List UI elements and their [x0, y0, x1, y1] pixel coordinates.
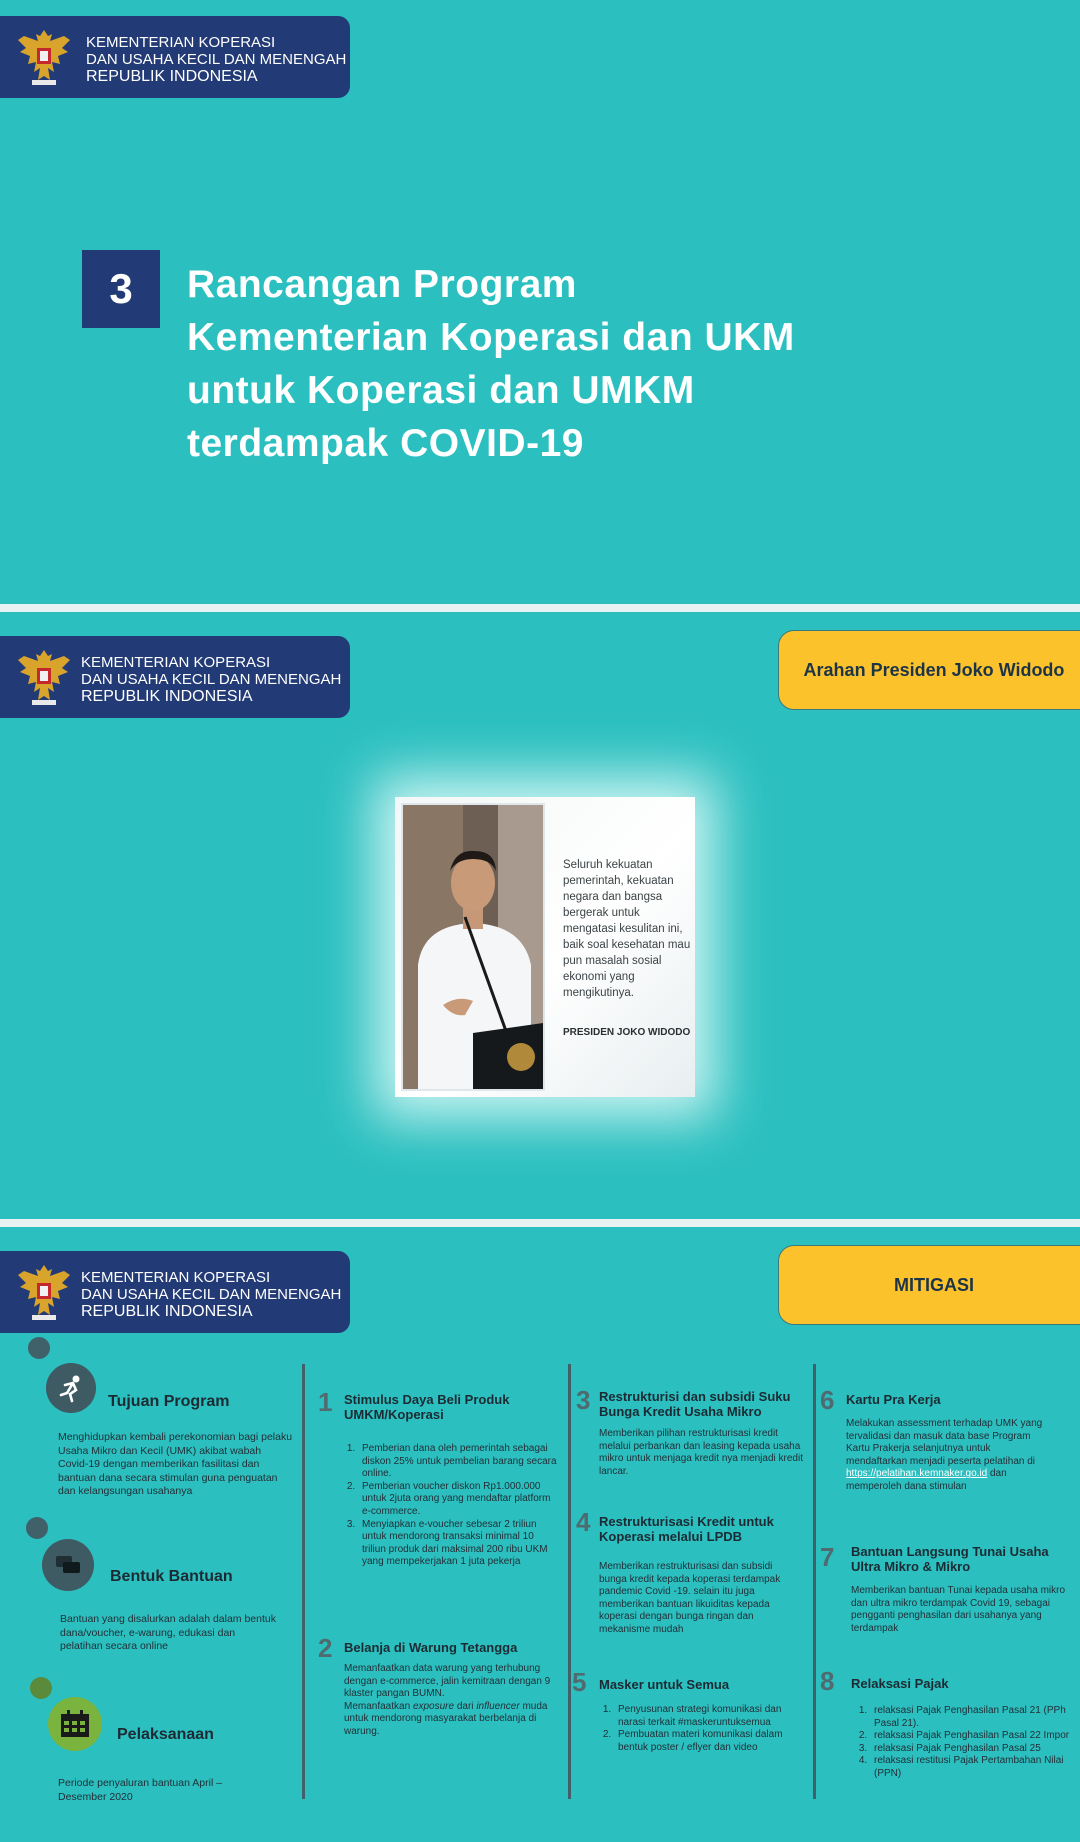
title-line: Rancangan Program [187, 263, 577, 306]
list-item: 1. Pemberian dana oleh pemerintah sebagai diskon 25% untuk pembelian barang secara online. [358, 1443, 560, 1481]
item-body: Memberikan restrukturisasi dan subsidi bunga kredit kepada koperasi terdampak pandemic Covid -19. selain itu juga memberikan bantuan likuiditas kepada koperasi dengan bunga ringan dan mekanisme mudah [599, 1561, 781, 1635]
item-title: Restrukturisi dan subsidi Suku Bunga Kredit Usaha Mikro [599, 1389, 791, 1419]
item-body: Memberikan pilihan restrukturisasi kredit melalui perbankan dan leasing kepada usaha mikro untuk menjaga kredit nya menjadi kredit lancar. [599, 1428, 803, 1477]
calendar-icon [48, 1697, 102, 1751]
garuda-emblem-icon [14, 646, 74, 708]
bubble-decoration [30, 1677, 52, 1699]
pelaksanaan-text: Periode penyaluran bantuan April – Desember 2020 [58, 1777, 223, 1803]
header-line-2: DAN USAHA KECIL DAN MENENGAH [86, 51, 347, 68]
list-item: 2. Pemberian voucher diskon Rp1.000.000 untuk 2juta orang yang mendaftar platform e-commerce. [358, 1481, 560, 1519]
running-person-icon [46, 1363, 96, 1413]
item-text: Melakukan assessment terhadap UMK yang tervalidasi dan masuk data base Program Kartu Prakerja selanjutnya untuk mendaftarkan menjadi peserta pelatihan di [846, 1418, 1043, 1467]
text-part: Memanfaatkan [344, 1700, 413, 1712]
slide-separator [0, 1219, 1080, 1227]
garuda-emblem-icon [14, 26, 74, 88]
quote-text: Seluruh kekuatan pemerintah, kekuatan negara dan bangsa bergerak untuk mengatasi kesulitan ini, baik soal kesehatan mau pun masalah sosial ekonomi yang mengikutinya. [563, 859, 691, 999]
slide-separator [0, 604, 1080, 612]
item-body [846, 1418, 1046, 1494]
title-line: terdampak COVID-19 [187, 422, 584, 465]
item-title: Kartu Pra Kerja [846, 1392, 941, 1407]
list-item: 4. relaksasi restitusi Pajak Pertambahan Nilai (PPN) [870, 1755, 1072, 1780]
item-title: Belanja di Warung Tetangga [344, 1640, 518, 1655]
list-item: 1. Penyusunan strategi komunikasi dan narasi terkait #maskeruntuksemua [614, 1704, 806, 1729]
item-number: 5 [572, 1667, 587, 1697]
item-list [852, 1705, 1072, 1781]
section-pill [778, 1245, 1080, 1325]
quote-card [395, 797, 695, 1097]
item-number: 1 [318, 1387, 333, 1417]
list-item: 3. relaksasi Pajak Penghasilan Pasal 25 [870, 1743, 1072, 1756]
item-title: Masker untuk Semua [599, 1677, 730, 1692]
chat-bubbles-icon [42, 1539, 94, 1591]
text-part: exposure [412, 1700, 455, 1712]
header-line-2: DAN USAHA KECIL DAN MENENGAH [81, 1286, 342, 1303]
text-part: influencer [476, 1700, 520, 1712]
item-text: dan memperoleh dana stimulan [846, 1468, 1007, 1492]
header-line-3: REPUBLIK INDONESIA [86, 68, 258, 85]
list-item: 3. Menyiapkan e-voucher sebesar 2 triliun untuk mendorong transaksi minimal 10 triliun produk dari maksimal 200 ribu UKM yang mempekerjakan 1 juta pekerja [358, 1519, 560, 1569]
column-divider [568, 1364, 571, 1799]
text-part: muda untuk mendorong masyarakat berbelanja di warung. [344, 1700, 548, 1737]
item-list [596, 1704, 806, 1754]
item-number: 7 [820, 1542, 835, 1572]
list-item: 1. relaksasi Pajak Penghasilan Pasal 21 (PPh Pasal 21). [870, 1705, 1072, 1730]
section-title [187, 258, 795, 470]
garuda-emblem-icon [14, 1261, 74, 1323]
item-body: Memberikan bantuan Tunai kepada usaha mikro dan ultra mikro terdampak Covid 19, sebagai pengganti penghasilan dari usahanya yang terdampak [851, 1585, 1066, 1634]
bentuk-text: Bantuan yang disalurkan adalah dalam bentuk dana/voucher, e-warung, edukasi dan pelatihan secara online [60, 1613, 276, 1652]
text-part: dari [454, 1700, 477, 1712]
section-pill [778, 630, 1080, 710]
item-text: Memanfaatkan data warung yang terhubung dengan e-commerce, jalin kemitraan dengan 9 klaster pangan BUMN. [344, 1663, 551, 1700]
item-number: 6 [820, 1385, 835, 1415]
header-line-1: KEMENTERIAN KOPERASI [86, 34, 276, 51]
president-photo [401, 803, 545, 1091]
ministry-header [0, 636, 350, 718]
item-title: Bantuan Langsung Tunai Usaha Ultra Mikro & Mikro [851, 1544, 1049, 1574]
pill-label: Arahan Presiden Joko Widodo [803, 659, 1065, 680]
quote-author: PRESIDEN JOKO WIDODO [563, 1027, 691, 1038]
ministry-header [0, 1251, 350, 1333]
item-body [344, 1663, 554, 1739]
item-number: 2 [318, 1633, 333, 1663]
title-line: Kementerian Koperasi dan UKM [187, 316, 795, 359]
slide-title [0, 0, 1080, 602]
item-title: Restrukturisasi Kredit untuk Koperasi melalui LPDB [599, 1514, 774, 1544]
header-line-1: KEMENTERIAN KOPERASI [81, 1269, 271, 1286]
header-line-2: DAN USAHA KECIL DAN MENENGAH [81, 671, 342, 688]
item-text-rich [344, 1701, 554, 1739]
item-number: 3 [576, 1385, 591, 1415]
kemnaker-link[interactable]: https://pelatihan.kemnaker.go.id [846, 1468, 988, 1480]
president-photo-illustration [403, 805, 543, 1089]
bentuk-title: Bentuk Bantuan [110, 1568, 233, 1585]
column-divider [813, 1364, 816, 1799]
ministry-header [0, 16, 350, 98]
header-line-3: REPUBLIK INDONESIA [81, 688, 253, 705]
title-line: untuk Koperasi dan UMKM [187, 369, 695, 412]
list-item: 2. Pembuatan materi komunikasi dalam bentuk poster / eflyer dan video [614, 1729, 806, 1754]
pill-label: MITIGASI [894, 1274, 974, 1295]
bubble-decoration [28, 1337, 50, 1359]
item-title: Stimulus Daya Beli Produk UMKM/Koperasi [344, 1392, 510, 1422]
bubble-decoration [26, 1517, 48, 1539]
pelaksanaan-title: Pelaksanaan [117, 1726, 214, 1743]
item-number: 4 [576, 1507, 591, 1537]
header-line-3: REPUBLIK INDONESIA [81, 1303, 253, 1320]
tujuan-title: Tujuan Program [108, 1393, 230, 1410]
header-line-1: KEMENTERIAN KOPERASI [81, 654, 271, 671]
item-number: 8 [820, 1666, 835, 1696]
item-title: Relaksasi Pajak [851, 1676, 949, 1691]
section-number: 3 [82, 250, 160, 328]
tujuan-text: Menghidupkan kembali perekonomian bagi pelaku Usaha Mikro dan Kecil (UMK) akibat wabah Covid-19 dengan memberikan fasilitasi dan bantuan dana secara stimulan guna penguatan dan kelangsungan usahanya [58, 1431, 293, 1497]
column-divider [302, 1364, 305, 1799]
slide-mitigasi [0, 1227, 1080, 1842]
slide-president [0, 612, 1080, 1217]
item-list [340, 1443, 560, 1569]
list-item: 2. relaksasi Pajak Penghasilan Pasal 22 Impor [870, 1730, 1072, 1743]
